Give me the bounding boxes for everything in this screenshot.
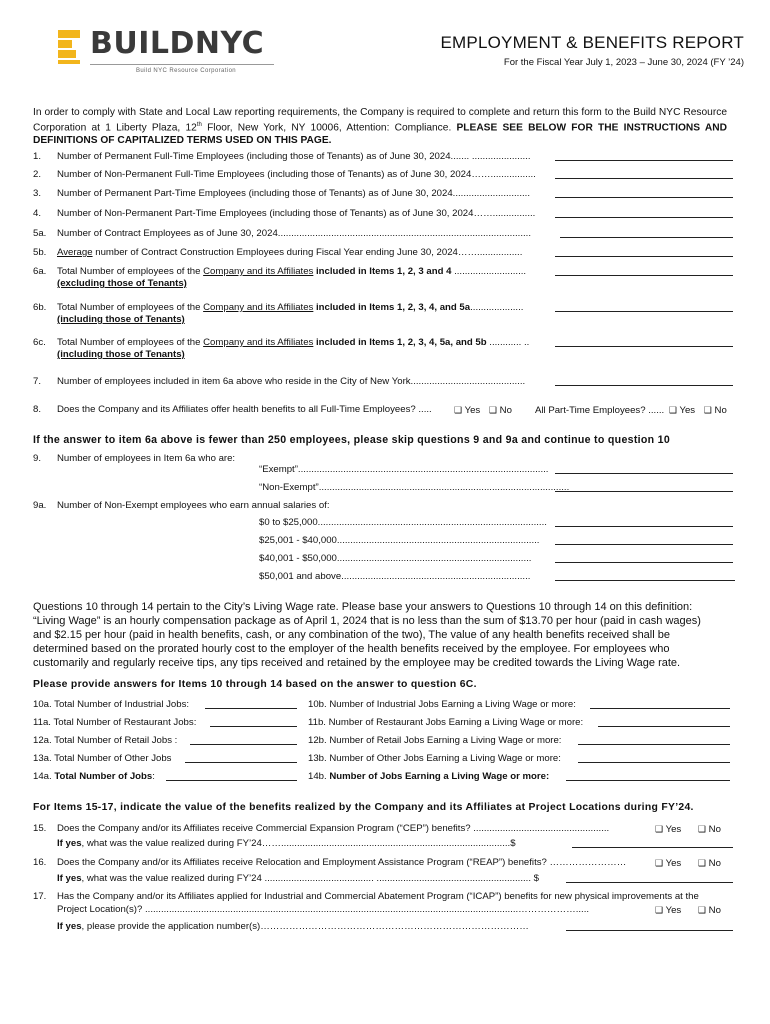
item-number: 6a. xyxy=(33,266,47,277)
item-text: Number of Permanent Part-Time Employees (including those of Tenants) as of June 30, 2024............................. xyxy=(57,188,530,199)
living-wage-line: Questions 10 through 14 pertain to the City’s Living Wage rate. Please base your answers to Questions 10 through 14 on this definition: xyxy=(33,601,693,613)
item-number: 1. xyxy=(33,151,42,162)
jobs-13b-field[interactable] xyxy=(578,762,730,763)
item-6a-answer-field[interactable] xyxy=(555,275,733,276)
item-number: 5a. xyxy=(33,228,47,239)
jobs-14b-label: Number of Jobs Earning a Living Wage or more: xyxy=(329,771,550,782)
jobs-10a: 10a. Total Number of Industrial Jobs: xyxy=(33,699,190,710)
jobs-10b: 10b. Number of Industrial Jobs Earning a Living Wage or more: xyxy=(308,699,576,710)
benefits-instruction: For Items 15-17, indicate the value of the benefits realized by the Company and its Affiliates at Project Locations during FY’24. xyxy=(33,802,694,813)
item-text: Does the Company and its Affiliates offer health benefits to all Full-Time Employees? ..... xyxy=(57,404,432,415)
cep-no-checkbox[interactable]: ❑ xyxy=(697,824,706,834)
jobs-11a-field[interactable] xyxy=(210,726,297,727)
item-text: Has the Company and/or its Affiliates applied for Industrial and Commercial Abatement Program (“ICAP”) benefits for new physical improvements at the xyxy=(57,891,699,902)
ifyes-text: , what was the value realized during FY’24……......................................................................................$ xyxy=(81,838,516,849)
item-8-parttime xyxy=(535,404,727,417)
ifyes-label: If yes xyxy=(57,838,82,849)
company-affiliates-term: Company and its Affiliates xyxy=(203,266,314,277)
no-label: No xyxy=(708,905,721,916)
item-text xyxy=(57,247,522,259)
ifyes-label: If yes xyxy=(57,873,82,884)
salary-range-2-field[interactable] xyxy=(555,544,733,545)
item-8-fulltime-choices xyxy=(454,404,512,417)
item-1-answer-field[interactable] xyxy=(555,160,733,161)
item-text: Number of Non-Exempt employees who earn annual salaries of: xyxy=(57,500,330,511)
item-number: 9a. xyxy=(33,500,47,511)
company-affiliates-term: Company and its Affiliates xyxy=(203,337,314,348)
living-wage-definition xyxy=(33,600,733,670)
item-bold: included in Items 1, 2, 3, 4, 5a, and 5b xyxy=(313,337,487,348)
jobs-14a-label: Total Number of Jobs xyxy=(54,771,153,782)
no-label: No xyxy=(708,858,721,869)
item-dots: ........................... xyxy=(451,266,527,277)
yes-label: Yes xyxy=(665,824,682,835)
intro-paragraph xyxy=(33,106,727,147)
item-text: Number of Permanent Full-Time Employees (including those of Tenants) as of June 30, 2024....... ...................... xyxy=(57,151,531,162)
item-number: 4. xyxy=(33,208,42,219)
logo-mark-icon xyxy=(58,30,84,64)
salary-range-2: $25,001 - $40,000............................................................................ xyxy=(259,535,540,546)
ifyes-text: , please provide the application number(s)………………………………………………………………………… xyxy=(81,921,529,932)
item-subtext: (including those of Tenants) xyxy=(57,349,185,360)
parttime-yes-checkbox[interactable]: ❑ xyxy=(668,405,677,415)
item-number: 7. xyxy=(33,376,42,387)
item-underline: Average xyxy=(57,247,93,258)
jobs-13b: 13b. Number of Other Jobs Earning a Living Wage or more: xyxy=(308,753,561,764)
item-text-pre: Total Number of employees of the xyxy=(57,337,204,348)
no-label: No xyxy=(499,405,512,416)
salary-range-1-field[interactable] xyxy=(555,526,733,527)
item-dots: ............ .. xyxy=(486,337,530,348)
item-16-ifyes xyxy=(57,873,539,885)
item-number: 6c. xyxy=(33,337,46,348)
item-7-answer-field[interactable] xyxy=(555,385,733,386)
cep-value-field[interactable] xyxy=(572,847,733,848)
item-text: Number of employees in Item 6a who are: xyxy=(57,453,236,464)
jobs-10b-field[interactable] xyxy=(590,708,730,709)
item-text-pre: Total Number of employees of the xyxy=(57,266,204,277)
item-number: 17. xyxy=(33,891,47,902)
item-text: Does the Company and/or its Affiliates receive Relocation and Employment Assistance Program (“REAP”) benefits? …………………… xyxy=(57,857,627,868)
icap-no-checkbox[interactable]: ❑ xyxy=(697,905,706,915)
salary-range-1: $0 to $25,000...................................................................................... xyxy=(259,517,547,528)
item-number: 16. xyxy=(33,857,47,868)
jobs-12a: 12a. Total Number of Retail Jobs : xyxy=(33,735,178,746)
nonexempt-answer-field[interactable] xyxy=(555,491,733,492)
fulltime-yes-checkbox[interactable]: ❑ xyxy=(454,405,463,415)
intro-bold: PLEASE SEE BELOW FOR THE INSTRUCTIONS AND DEFINITIONS OF CAPITALIZED TERMS USED ON THIS PAGE. xyxy=(33,122,727,147)
item-text xyxy=(57,337,529,349)
salary-range-4-field[interactable] xyxy=(555,580,735,581)
icap-application-field[interactable] xyxy=(566,930,733,931)
item-number: 3. xyxy=(33,188,42,199)
item-5a-answer-field[interactable] xyxy=(560,237,733,238)
item-2-answer-field[interactable] xyxy=(555,178,733,179)
item-number: 15. xyxy=(33,823,47,834)
item-15-choices xyxy=(655,823,721,836)
yes-label: Yes xyxy=(665,905,682,916)
item-number: 9. xyxy=(33,453,42,464)
no-label: No xyxy=(714,405,727,416)
item-6c-answer-field[interactable] xyxy=(555,346,733,347)
intro-superscript: th xyxy=(196,122,202,128)
living-wage-line: determined based on the prorated hourly cost to the employer of the health benefits received by the employee. For employees who xyxy=(33,643,670,655)
item-text: Number of Contract Employees as of June 30, 2024............................................................................................... xyxy=(57,228,531,239)
salary-range-4: $50,001 and above....................................................................... xyxy=(259,571,531,582)
jobs-14b xyxy=(308,771,549,783)
item-16-choices xyxy=(655,857,721,870)
item-text-rest: number of Contract Construction Employees during Fiscal Year ending June 30, 2024……................. xyxy=(92,247,523,258)
intro-text-2: Floor, New York, NY 10006, Attention: Compliance. xyxy=(201,122,457,134)
item-dots: .................... xyxy=(470,302,524,313)
item-subtext: (including those of Tenants) xyxy=(57,314,185,325)
logo-wordmark: BUILDNYC xyxy=(90,26,265,61)
parttime-question: All Part-Time Employees? ...... xyxy=(535,405,665,416)
fulltime-no-checkbox[interactable]: ❑ xyxy=(488,405,497,415)
icap-yes-checkbox[interactable]: ❑ xyxy=(655,905,664,915)
buildnyc-logo xyxy=(56,26,276,78)
item-bold: included in Items 1, 2, 3 and 4 xyxy=(313,266,452,277)
item-17-ifyes xyxy=(57,921,529,933)
item-text xyxy=(57,266,526,278)
item-5b-answer-field[interactable] xyxy=(555,256,733,257)
item-17-line2: Project Location(s)? ............................................................................................................................................………………..... xyxy=(57,904,590,915)
jobs-12b-field[interactable] xyxy=(578,744,730,745)
reap-value-field[interactable] xyxy=(566,882,733,883)
item-bold: included in Items 1, 2, 3, 4, and 5a xyxy=(313,302,471,313)
item-number: 8. xyxy=(33,404,42,415)
item-9-nonexempt: “Non-Exempt”.............................................................................................. xyxy=(259,482,570,493)
yes-label: Yes xyxy=(665,858,682,869)
report-title: EMPLOYMENT & BENEFITS REPORT xyxy=(440,33,744,52)
item-number: 6b. xyxy=(33,302,47,313)
jobs-12a-field[interactable] xyxy=(190,744,297,745)
living-wage-line: customarily and regularly receive tips, any tips received and retained by the employee may be credited towards the Living Wage rate. xyxy=(33,657,681,669)
logo-tagline: Build NYC Resource Corporation xyxy=(136,68,237,74)
salary-range-3: $40,001 - $50,000......................................................................... xyxy=(259,553,532,564)
provide-answers-instruction: Please provide answers for Items 10 through 14 based on the answer to question 6C. xyxy=(33,679,477,690)
reap-yes-checkbox[interactable]: ❑ xyxy=(655,858,664,868)
exempt-answer-field[interactable] xyxy=(555,473,733,474)
ifyes-text: , what was the value realized during FY’24 ......................................... .......................................................... $ xyxy=(81,873,540,884)
jobs-14b-number: 14b. xyxy=(308,771,330,782)
jobs-10a-field[interactable] xyxy=(205,708,297,709)
cep-yes-checkbox[interactable]: ❑ xyxy=(655,824,664,834)
item-text: Number of employees included in item 6a above who reside in the City of New York........................................... xyxy=(57,376,526,387)
jobs-13a-field[interactable] xyxy=(185,762,297,763)
jobs-11a: 11a. Total Number of Restaurant Jobs: xyxy=(33,717,197,728)
item-number: 5b. xyxy=(33,247,47,258)
salary-range-3-field[interactable] xyxy=(555,562,733,563)
item-text: Number of Non-Permanent Full-Time Employees (including those of Tenants) as of June 30, 2024……................. xyxy=(57,169,536,180)
item-9-exempt: “Exempt”.............................................................................................. xyxy=(259,464,549,475)
item-4-answer-field[interactable] xyxy=(555,217,733,218)
jobs-14a-field[interactable] xyxy=(166,780,297,781)
jobs-11b: 11b. Number of Restaurant Jobs Earning a Living Wage or more: xyxy=(308,717,584,728)
parttime-no-checkbox[interactable]: ❑ xyxy=(703,405,712,415)
logo-divider xyxy=(90,64,274,65)
jobs-13a: 13a. Total Number of Other Jobs xyxy=(33,753,172,764)
item-number: 2. xyxy=(33,169,42,180)
item-subtext: (excluding those of Tenants) xyxy=(57,278,187,289)
ifyes-label: If yes xyxy=(57,921,82,932)
item-3-answer-field[interactable] xyxy=(555,197,733,198)
yes-label: Yes xyxy=(464,405,481,416)
report-subtitle: For the Fiscal Year July 1, 2023 – June 30, 2024 (FY ’24) xyxy=(503,57,744,68)
item-6b-answer-field[interactable] xyxy=(555,311,733,312)
skip-instruction: If the answer to item 6a above is fewer than 250 employees, please skip questions 9 and 9a and continue to question 10 xyxy=(33,434,671,446)
jobs-12b: 12b. Number of Retail Jobs Earning a Living Wage or more: xyxy=(308,735,562,746)
living-wage-line: “Living Wage” is an hourly compensation package as of April 1, 2024 that is no less than the sum of $13.70 per hour (paid in cash wages) xyxy=(33,615,701,627)
item-text-pre: Total Number of employees of the xyxy=(57,302,204,313)
jobs-14a xyxy=(33,771,155,783)
item-17-choices xyxy=(655,904,721,917)
jobs-11b-field[interactable] xyxy=(598,726,730,727)
item-text: Does the Company and/or its Affiliates receive Commercial Expansion Program (“CEP”) benefits? ................................................... xyxy=(57,823,610,834)
intro-text: In order to comply with State and Local Law reporting requirements, the Company is required to complete and return this form to the Build NYC Resource Corporation at 1 Liberty Plaza, 12 xyxy=(33,107,727,134)
item-15-ifyes xyxy=(57,838,516,850)
jobs-14a-number: 14a. xyxy=(33,771,55,782)
reap-no-checkbox[interactable]: ❑ xyxy=(697,858,706,868)
no-label: No xyxy=(708,824,721,835)
item-text xyxy=(57,302,523,314)
company-affiliates-term: Company and its Affiliates xyxy=(203,302,314,313)
jobs-14b-field[interactable] xyxy=(566,780,730,781)
item-text: Number of Non-Permanent Part-Time Employees (including those of Tenants) as of June 30, 2024……................ xyxy=(57,208,536,219)
jobs-14a-colon: : xyxy=(152,771,155,782)
living-wage-line: and $2.15 per hour (paid in health benefits, cash, or any combination of the two), The value of any health benefits received shall be xyxy=(33,629,670,641)
yes-label: Yes xyxy=(679,405,696,416)
